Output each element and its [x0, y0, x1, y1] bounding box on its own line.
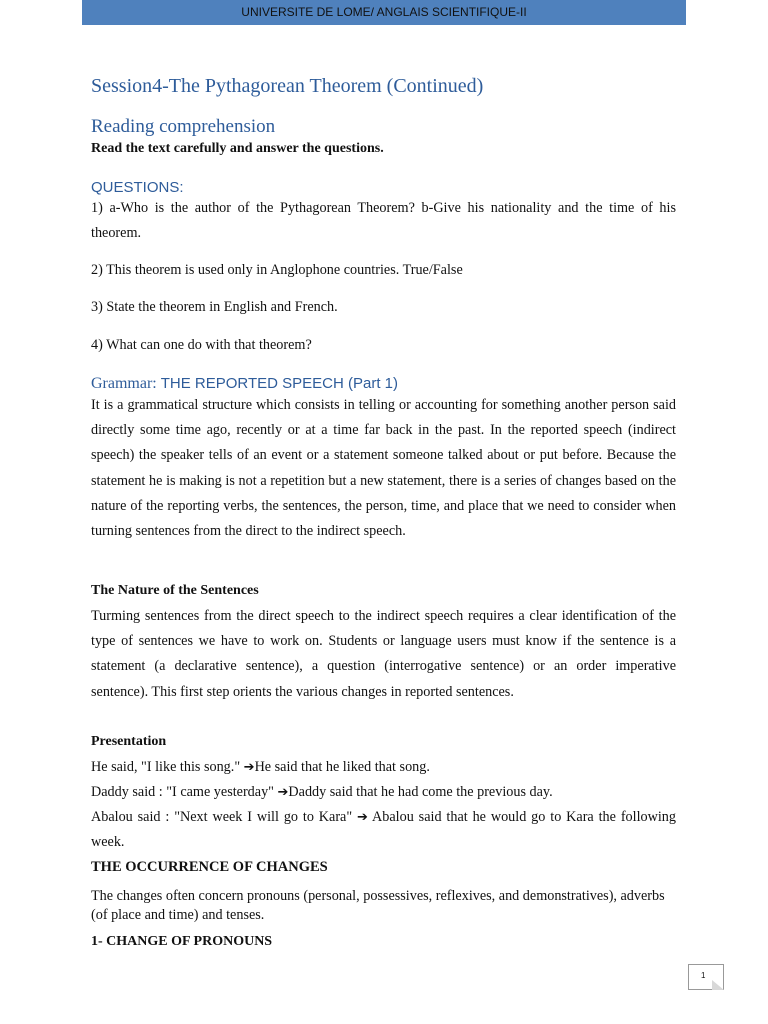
running-header [82, 0, 686, 25]
example-1-indirect: He said that he liked that song. [254, 759, 430, 775]
pronouns-heading: 1- CHANGE OF PRONOUNS [91, 934, 273, 949]
arrow-icon: ➔ [243, 760, 255, 775]
grammar-heading-topic: THE REPORTED SPEECH (Part 1) [160, 375, 399, 392]
nature-paragraph: Turming sentences from the direct speech to the indirect speech requires a clear identification of the type of sentences we have to work on. Students or language users must know if the sentence is a statement (a declarative sentence), a question (interrogative sentence) or an order imperative sentence). This first step orients the various changes in reported sentences. [91, 608, 676, 700]
example-2-indirect: Daddy said that he had come the previous day. [288, 784, 553, 800]
reading-heading: Reading comprehension [91, 116, 276, 137]
presentation-heading: Presentation [91, 734, 167, 749]
reading-instruction: Read the text carefully and answer the questions. [91, 141, 384, 156]
question-1: 1) a-Who is the author of the Pythagorean Theorem? b-Give his nationality and the time of his theorem. [91, 200, 676, 242]
page-number-box [688, 964, 724, 990]
question-4: 4) What can one do with that theorem? [91, 337, 312, 353]
grammar-heading-prefix: Grammar: [91, 375, 161, 392]
grammar-heading [91, 375, 676, 393]
example-2-direct: Daddy said : "I came yesterday" [91, 784, 278, 800]
questions-heading: QUESTIONS: [91, 179, 184, 196]
occurrence-heading: THE OCCURRENCE OF CHANGES [91, 859, 328, 875]
page-curl-icon [712, 980, 724, 990]
occurrence-paragraph: The changes often concern pronouns (personal, possessives, reflexives, and demonstratives), adverbs (of place and time) and tenses. [91, 888, 665, 923]
document-title: Session4-The Pythagorean Theorem (Continued) [91, 75, 484, 97]
question-2: 2) This theorem is used only in Anglophone countries. True/False [91, 262, 463, 278]
example-3-indirect: Abalou said that he would go to Kara the following week. [91, 809, 676, 851]
example-3 [91, 805, 676, 855]
grammar-paragraph: It is a grammatical structure which consists in telling or accounting for something another person said directly some time ago, recently or at a time far back in the past. In the reported speech (indirect speech) the speaker tells of an event or a statement someone talked about or put before. Because the statement he is making is not a repetition but a new statement, there is a series of changes based on the nature of the reporting verbs, the sentences, the person, time, and place that we need to consider when turning sentences from the direct to the indirect speech. [91, 397, 676, 540]
question-3: 3) State the theorem in English and French. [91, 299, 338, 315]
example-1-direct: He said, "I like this song." [91, 759, 244, 775]
arrow-icon: ➔ [277, 785, 289, 800]
example-3-direct: Abalou said : "Next week I will go to Kara" [91, 809, 358, 825]
running-header-text: UNIVERSITE DE LOME/ ANGLAIS SCIENTIFIQUE-II [241, 5, 527, 19]
nature-heading: The Nature of the Sentences [91, 583, 259, 598]
example-1 [91, 755, 676, 780]
arrow-icon: ➔ [357, 810, 368, 825]
page-number: 1 [701, 971, 706, 980]
example-2 [91, 780, 676, 805]
